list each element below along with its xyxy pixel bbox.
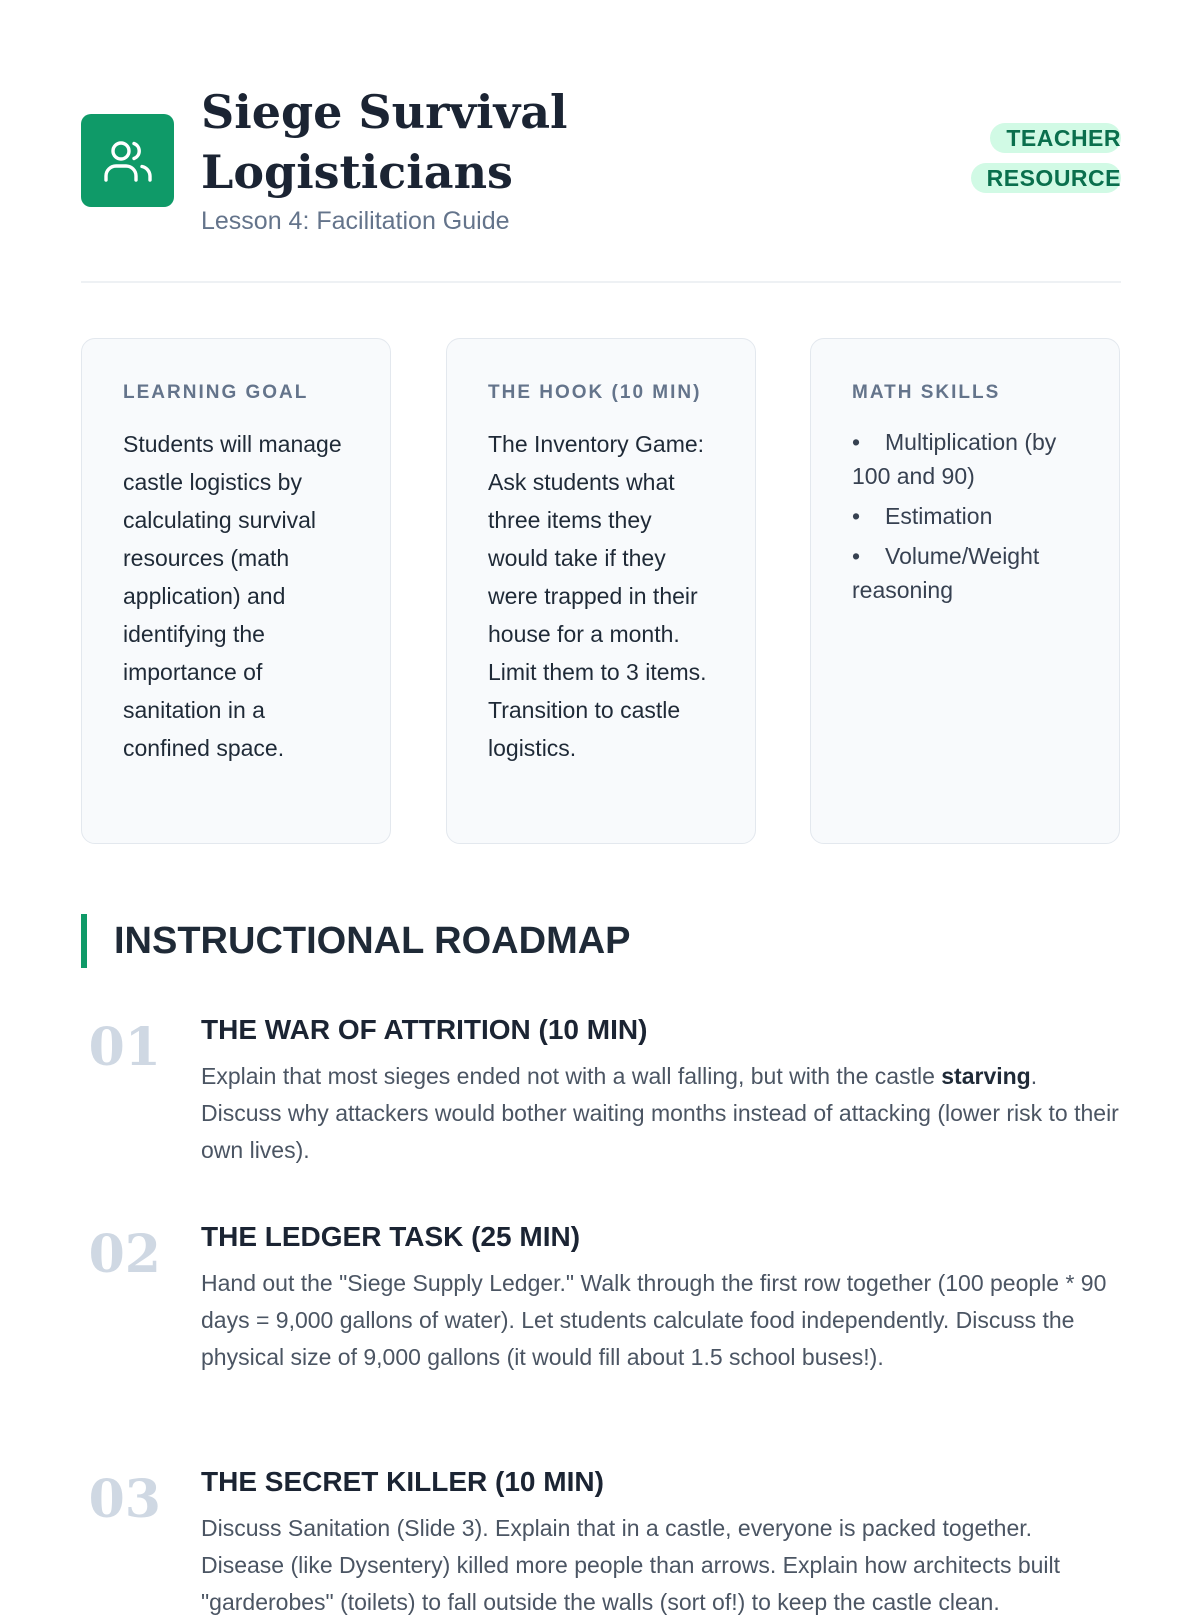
header-divider [81, 281, 1121, 283]
step-number: 02 [88, 1224, 161, 1285]
skill-text: Multiplication (by 100 and 90) [852, 429, 1057, 489]
step-text-emphasis: starving [941, 1063, 1031, 1089]
skill-text: Estimation [885, 503, 993, 529]
step-text: Discuss Sanitation (Slide 3). Explain that in a castle, everyone is packed together. Disease (like Dysentery) killed more people than arrows. Explain how architects built "garderobes" (toilets) to fall outside the walls (sort of!) to keep the castle clean. [201, 1515, 1061, 1615]
step-title: THE LEDGER TASK (25 MIN) [201, 1221, 581, 1252]
step-title: THE SECRET KILLER (10 MIN) [201, 1466, 604, 1497]
roadmap-heading [81, 914, 1121, 968]
card-text: Students will manage castle logistics by calculating survival resources (math application) and identifying the importance of sanitation in a confined space. [123, 431, 342, 761]
card-text: The Inventory Game: Ask students what three items they would take if they were trapped in their house for a month. Limit them to 3 items. Transition to castle logistics. [488, 431, 707, 761]
list-item [852, 425, 1079, 493]
bullet-icon: • [852, 429, 861, 455]
skill-text: Volume/Weight reasoning [852, 543, 1040, 603]
step-text-part: Explain that most sieges ended not with a wall falling, but with the castle [201, 1063, 942, 1089]
resource-badge-label: TEACHER RESOURCE [971, 123, 1121, 193]
info-cards [81, 338, 1121, 846]
section-accent-bar [81, 914, 87, 968]
step-number: 01 [88, 1017, 161, 1078]
math-skills-card [810, 338, 1120, 844]
step-text-part: . Discuss why attackers would bother waiting months instead of attacking (lower risk to their own lives). [201, 1063, 1119, 1163]
step-number: 03 [88, 1469, 161, 1530]
card-label: THE HOOK (10 MIN) [488, 382, 702, 403]
list-item [852, 539, 1079, 607]
resource-badge [963, 118, 1121, 198]
hook-card [446, 338, 756, 844]
page-header [81, 82, 1121, 282]
page-subtitle: Lesson 4: Facilitation Guide [201, 207, 510, 235]
step-text [201, 1058, 1121, 1169]
step-body [201, 1462, 1121, 1621]
skills-list [852, 425, 1079, 607]
logo-badge [81, 114, 174, 207]
bullet-icon: • [852, 543, 861, 569]
step-body [201, 1010, 1121, 1169]
step-text: Hand out the "Siege Supply Ledger." Walk through the first row together (100 people * 90 days = 9,000 gallons of water). Let students calculate food independently. Discuss the physical size of 9,000 gallons (it would fill about 1.5 school buses!). [201, 1270, 1107, 1370]
title-block [201, 82, 801, 236]
page-title: Siege Survival Logisticians [201, 85, 568, 199]
step-title: THE WAR OF ATTRITION (10 MIN) [201, 1014, 648, 1045]
learning-goal-card [81, 338, 391, 844]
bullet-icon: • [852, 503, 861, 529]
step-body [201, 1217, 1121, 1376]
section-title: INSTRUCTIONAL ROADMAP [114, 920, 631, 962]
card-label: MATH SKILLS [852, 382, 1001, 403]
list-item [852, 499, 1079, 533]
users-icon [103, 138, 153, 184]
card-label: LEARNING GOAL [123, 382, 309, 403]
